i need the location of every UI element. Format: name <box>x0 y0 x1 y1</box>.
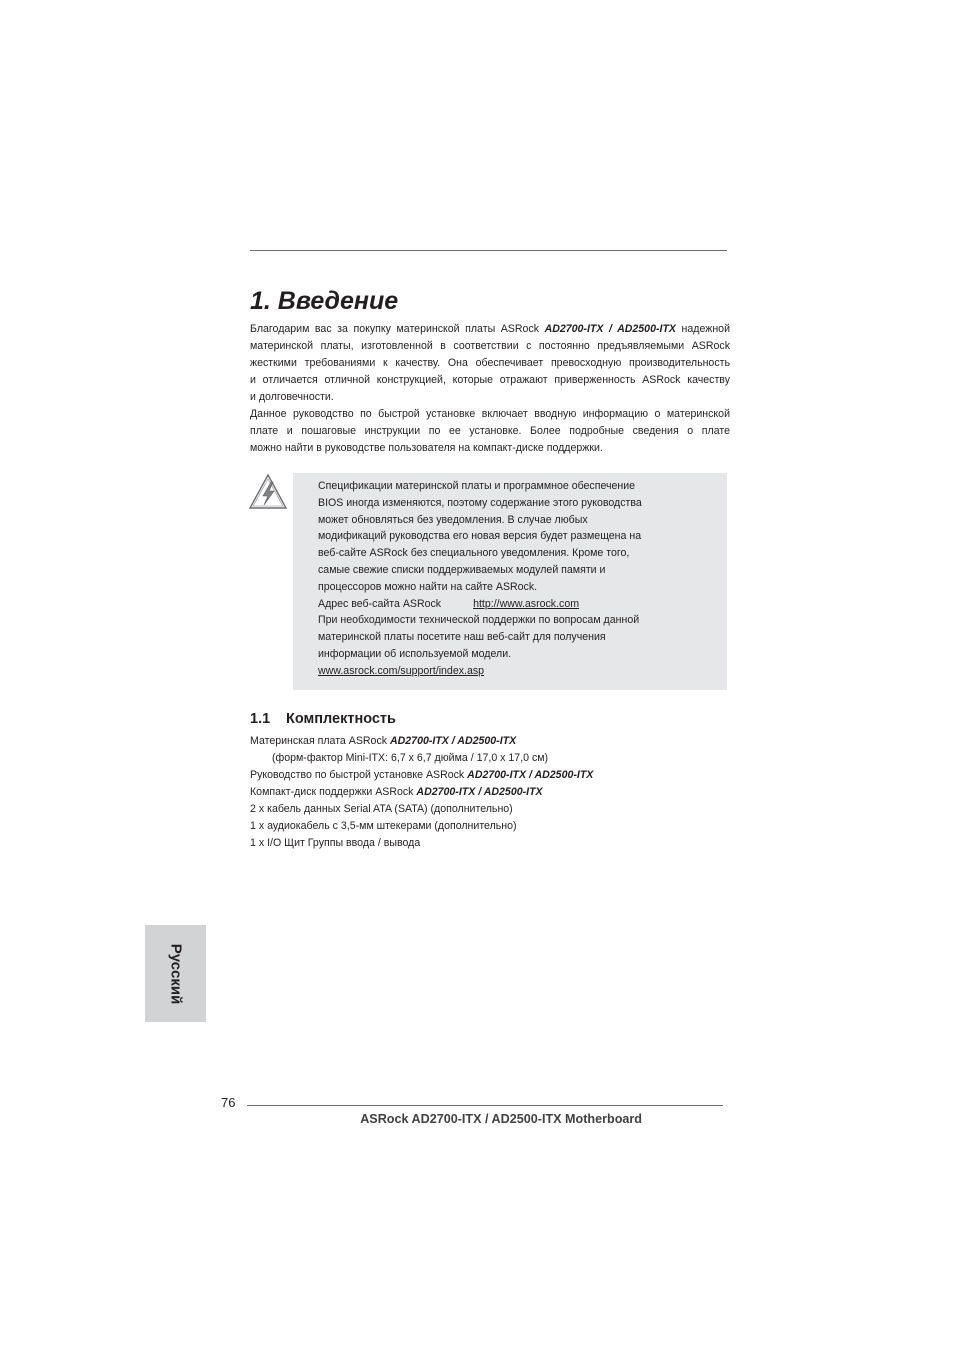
model-name: AD2700-ITX / AD2500-ITX <box>389 735 517 747</box>
intro-text: и отличается отличной конструкцией, которые отражают приверженность ASRock качеству <box>250 374 730 386</box>
language-tab-label: Русский <box>167 943 184 1004</box>
contents-item-line <box>250 750 730 767</box>
intro-line <box>250 338 730 355</box>
page-number: 76 <box>221 1095 236 1110</box>
contents-item-text: 1 x аудиокабель с 3,5-мм штекерами (дополнительно) <box>250 820 517 832</box>
model-name: AD2700-ITX / AD2500-ITX <box>467 769 594 781</box>
support-note-line: материнской платы посетите наш веб-сайт для получения <box>318 631 606 644</box>
contents-item-text: 1 x I/O Щит Группы ввода / вывода <box>250 837 421 849</box>
contents-item-text: Компакт-диск поддержки ASRock <box>250 786 417 798</box>
note-line: самые свежие списки поддерживаемых модулей памяти и <box>318 563 606 576</box>
support-note-line: При необходимости технической поддержки по вопросам данной <box>318 614 640 627</box>
website-line <box>318 596 718 613</box>
language-tab <box>145 925 206 1022</box>
warning-icon <box>248 473 288 511</box>
note-line: может обновляться без уведомления. В случае любых <box>318 513 588 526</box>
page-title: 1. Введение <box>250 287 399 315</box>
section-heading <box>250 709 396 729</box>
intro-line <box>250 372 730 389</box>
asrock-website-link[interactable]: http://www.asrock.com <box>473 597 580 610</box>
model-name: AD2700-ITX / AD2500-ITX <box>544 323 676 335</box>
contents-item-line <box>250 767 730 784</box>
contents-item-line <box>250 835 730 852</box>
contents-item-text: (форм-фактор Mini-ITX: 6,7 x 6,7 дюйма / 17,0 x 17,0 см) <box>272 752 549 764</box>
note-line: веб-сайте ASRock без специального уведомления. Кроме того, <box>318 547 630 560</box>
note-text <box>318 478 718 680</box>
contents-item-text: Руководство по быстрой установке ASRock <box>250 769 468 781</box>
model-name: AD2700-ITX / AD2500-ITX <box>416 786 543 798</box>
support-note-line: информации об используемой модели. <box>318 647 512 660</box>
contents-item-text: 2 x кабель данных Serial ATA (SATA) (дополнительно) <box>250 803 513 815</box>
contents-item-line <box>250 784 730 801</box>
note-line: модификаций руководства его новая версия будет размещена на <box>318 530 642 543</box>
intro-line <box>250 355 730 372</box>
intro-line <box>250 423 730 440</box>
intro-text: можно найти в руководстве пользователя на компакт-диске поддержки. <box>250 442 603 454</box>
contents-item-line <box>250 733 730 750</box>
intro-text: плате и пошаговые инструкции по ее установке. Более подробные сведения о плате <box>250 425 730 437</box>
intro-line <box>250 406 730 423</box>
intro-line <box>250 321 730 338</box>
top-divider <box>250 250 727 251</box>
contents-item-text: Материнская плата ASRock <box>250 735 390 747</box>
footer-divider <box>247 1105 723 1106</box>
section-number: 1.1 <box>250 711 271 727</box>
intro-text: и долговечности. <box>250 391 334 403</box>
intro-line <box>250 440 730 457</box>
note-line: Спецификации материнской платы и программное обеспечение <box>318 480 636 492</box>
support-url-line <box>318 663 718 680</box>
website-label: Адрес веб-сайта ASRock <box>318 597 442 610</box>
support-page-link[interactable]: www.asrock.com/support/index.asp <box>318 664 485 677</box>
intro-paragraphs <box>250 321 730 457</box>
intro-text: жесткими требованиями к качеству. Она обеспечивает превосходную производительность <box>250 357 730 369</box>
intro-text: надежной <box>675 323 730 335</box>
intro-text: Благодарим вас за покупку материнской платы ASRock <box>250 323 545 335</box>
package-contents-list <box>250 733 730 852</box>
contents-item-line <box>250 801 730 818</box>
contents-item-line <box>250 818 730 835</box>
section-title-text: Комплектность <box>286 711 396 727</box>
footer-product-name: ASRock AD2700-ITX / AD2500-ITX Motherboard <box>360 1112 642 1126</box>
intro-text: Данное руководство по быстрой установке включает вводную информацию о материнской <box>250 408 730 420</box>
intro-line <box>250 389 730 406</box>
note-line: BIOS иногда изменяются, поэтому содержание этого руководства <box>318 496 642 509</box>
intro-text: материнской платы, изготовленной в соответствии с постоянно предъявляемыми ASRock <box>250 340 730 352</box>
note-line: процессоров можно найти на сайте ASRock. <box>318 580 538 593</box>
